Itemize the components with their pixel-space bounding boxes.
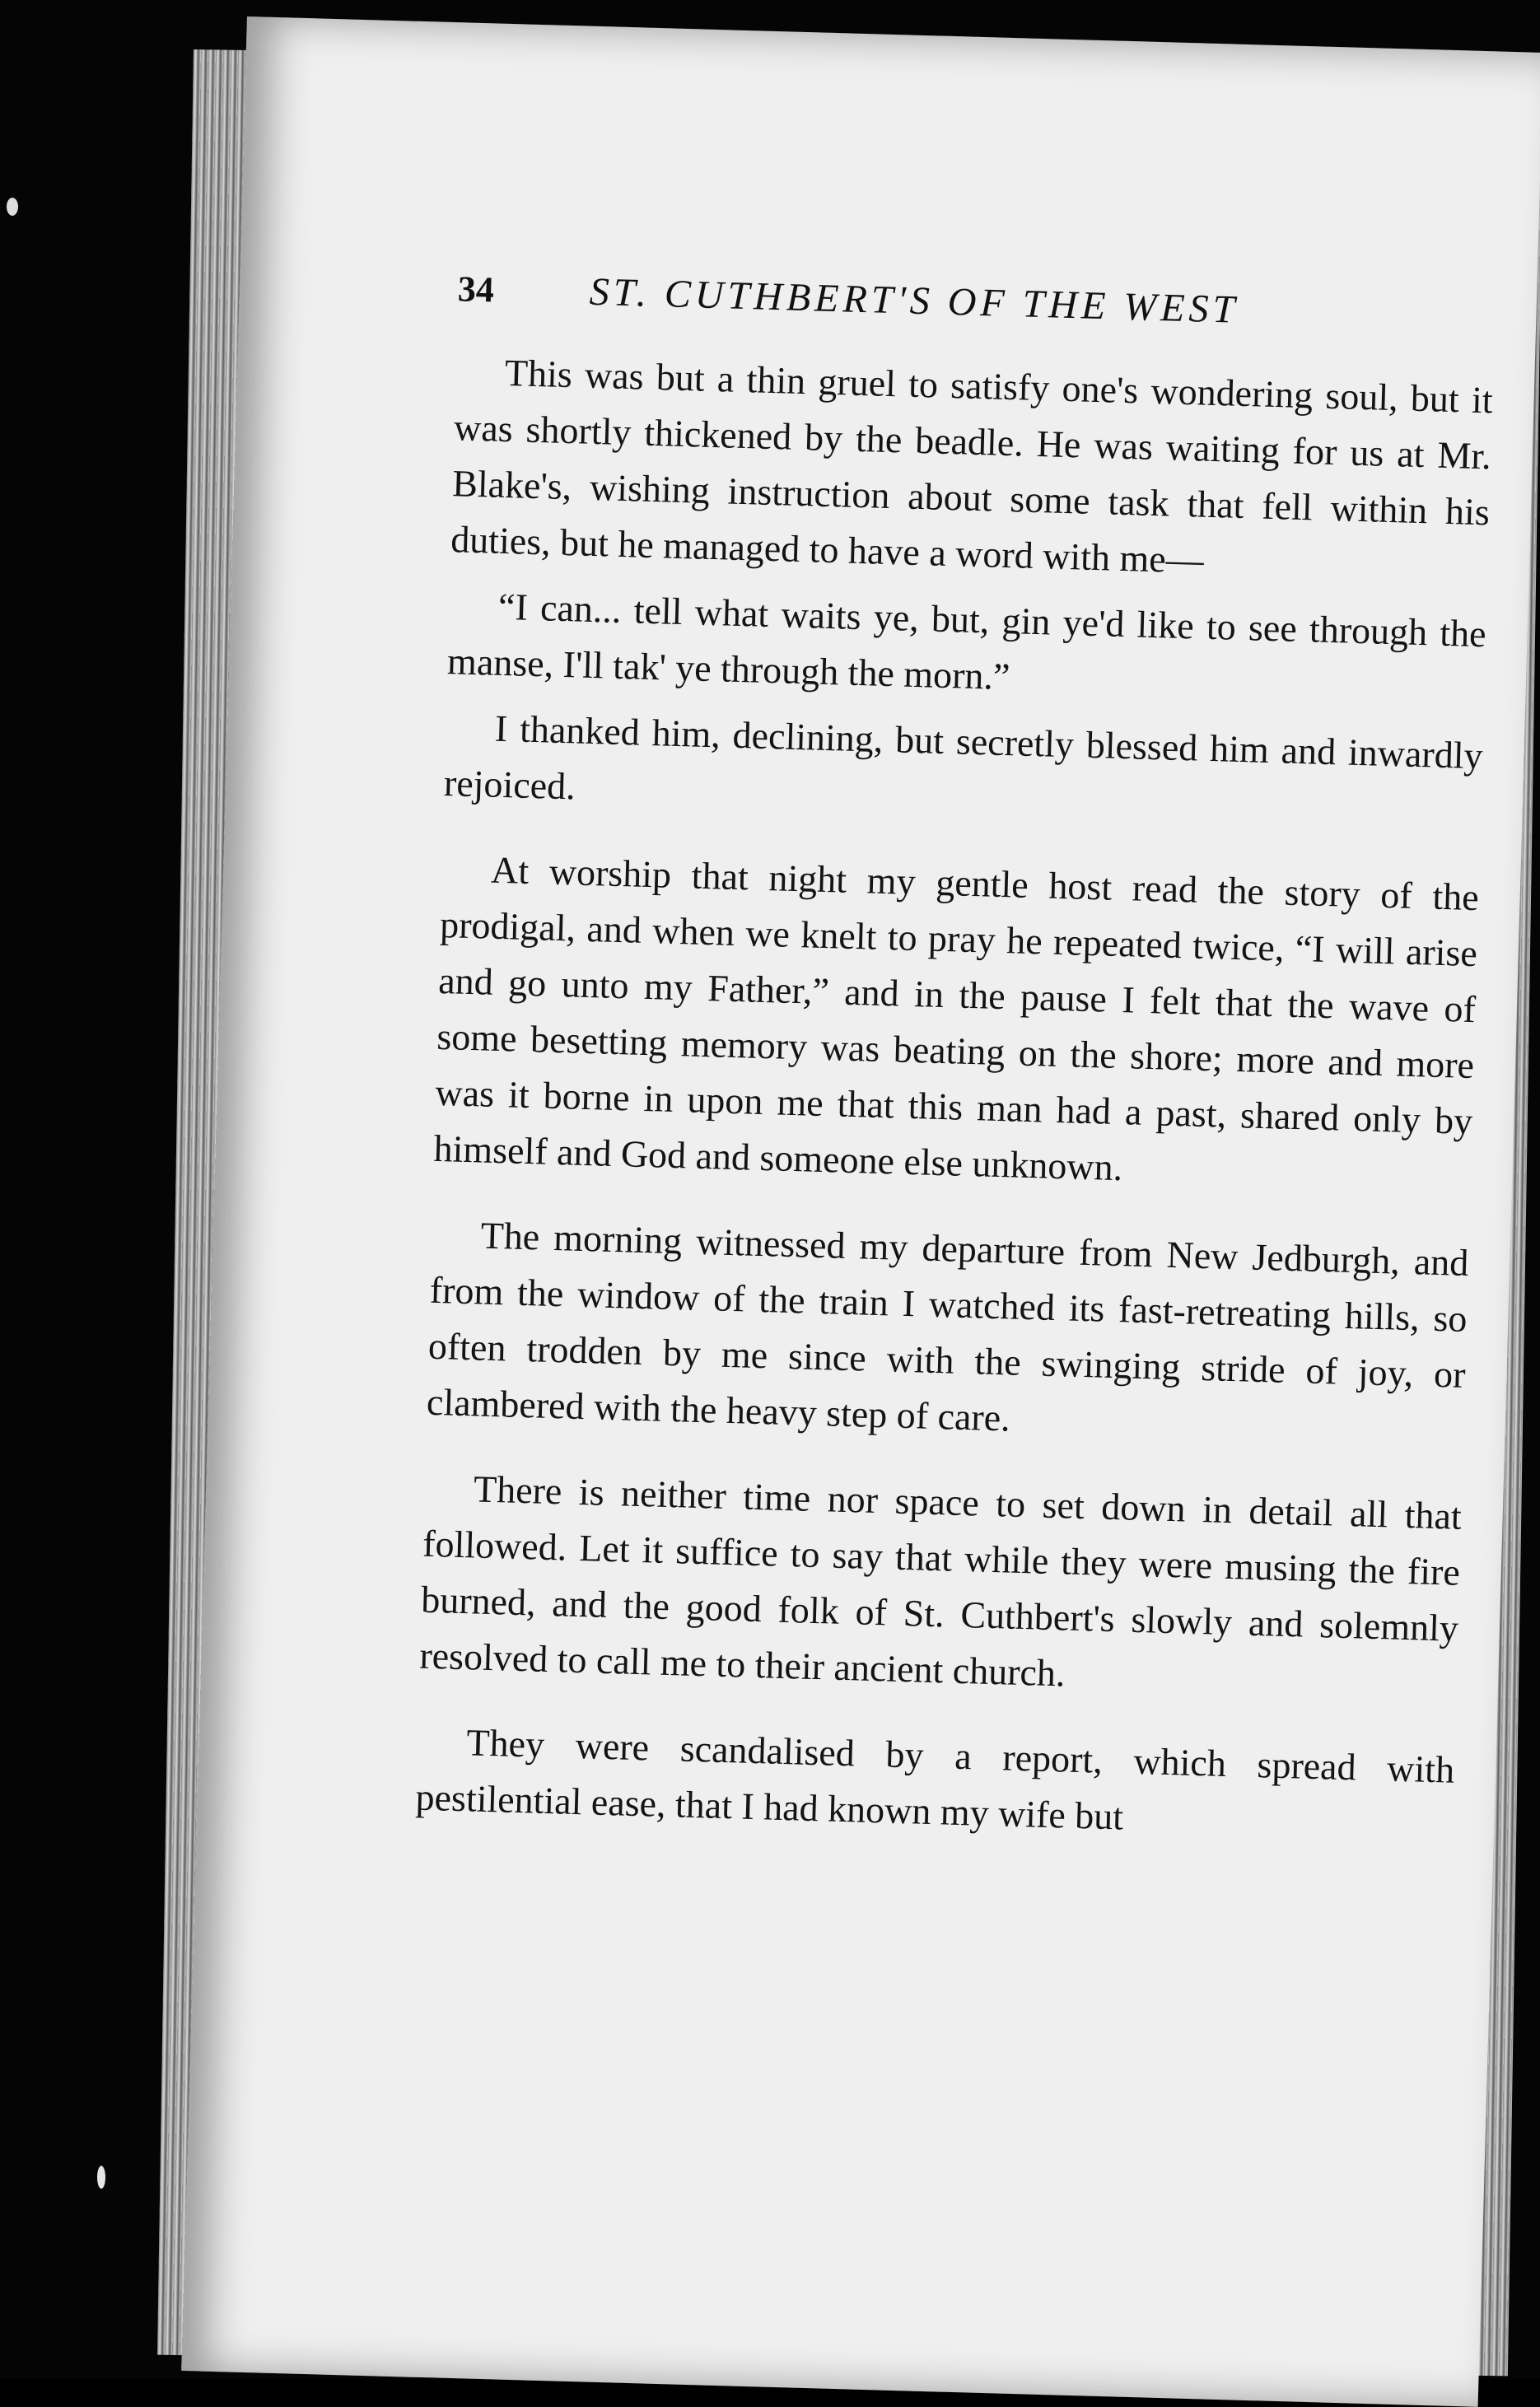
running-head: ST. CUTHBERT'S OF THE WEST [589, 269, 1240, 332]
book-page [181, 16, 1540, 2407]
dust-speck [97, 2166, 105, 2189]
paragraph-gruel: This was but a thin gruel to satisfy one's wondering soul, but it was shortly thickened by the beadle. He was waiting for us at Mr. Blake's, wishing instruction about some task that fell within his duties, but he managed to have a word with me— [450, 351, 1494, 581]
paragraph-scandalised: They were scandalised by a report, which spread with pestilential ease, that I had known my wife but [414, 1721, 1455, 1838]
page-header [457, 265, 1496, 339]
paragraph-no-time: There is neither time nor space to set down in detail all that followed. Let it suffice to say that while they were musing the fire burned, and the good folk of St. Cuthbert's slowly and solemnly resolved to call me to their ancient church. [418, 1467, 1463, 1695]
paragraph-worship: At worship that night my gentle host read the story of the prodigal, and when we knelt to pray he repeated twice, “I will arise and go unto my Father,” and in the pause I felt that the wave of some besetting memory was beating on the shore; more and more was it borne in upon me that this man had a past, shared only by himself and God and someone else unknown. [433, 848, 1480, 1189]
page-content [414, 265, 1496, 1864]
dust-speck [7, 198, 18, 216]
paragraph-beadle-quote: “I can... tell what waits ye, but, gin ye'd like to see through the manse, I'll tak' ye through the morn.” [446, 585, 1487, 698]
paragraph-thanked: I thanked him, declining, but secretly blessed him and inwardly rejoiced. [443, 707, 1484, 808]
paragraph-morning: The morning witnessed my departure from New Jedburgh, and from the window of the train I watched its fast-retreating hills, so often trodden by me since with the swinging stride of joy, or clambered with the heavy step of care. [426, 1214, 1470, 1439]
page-number: 34 [457, 268, 495, 310]
